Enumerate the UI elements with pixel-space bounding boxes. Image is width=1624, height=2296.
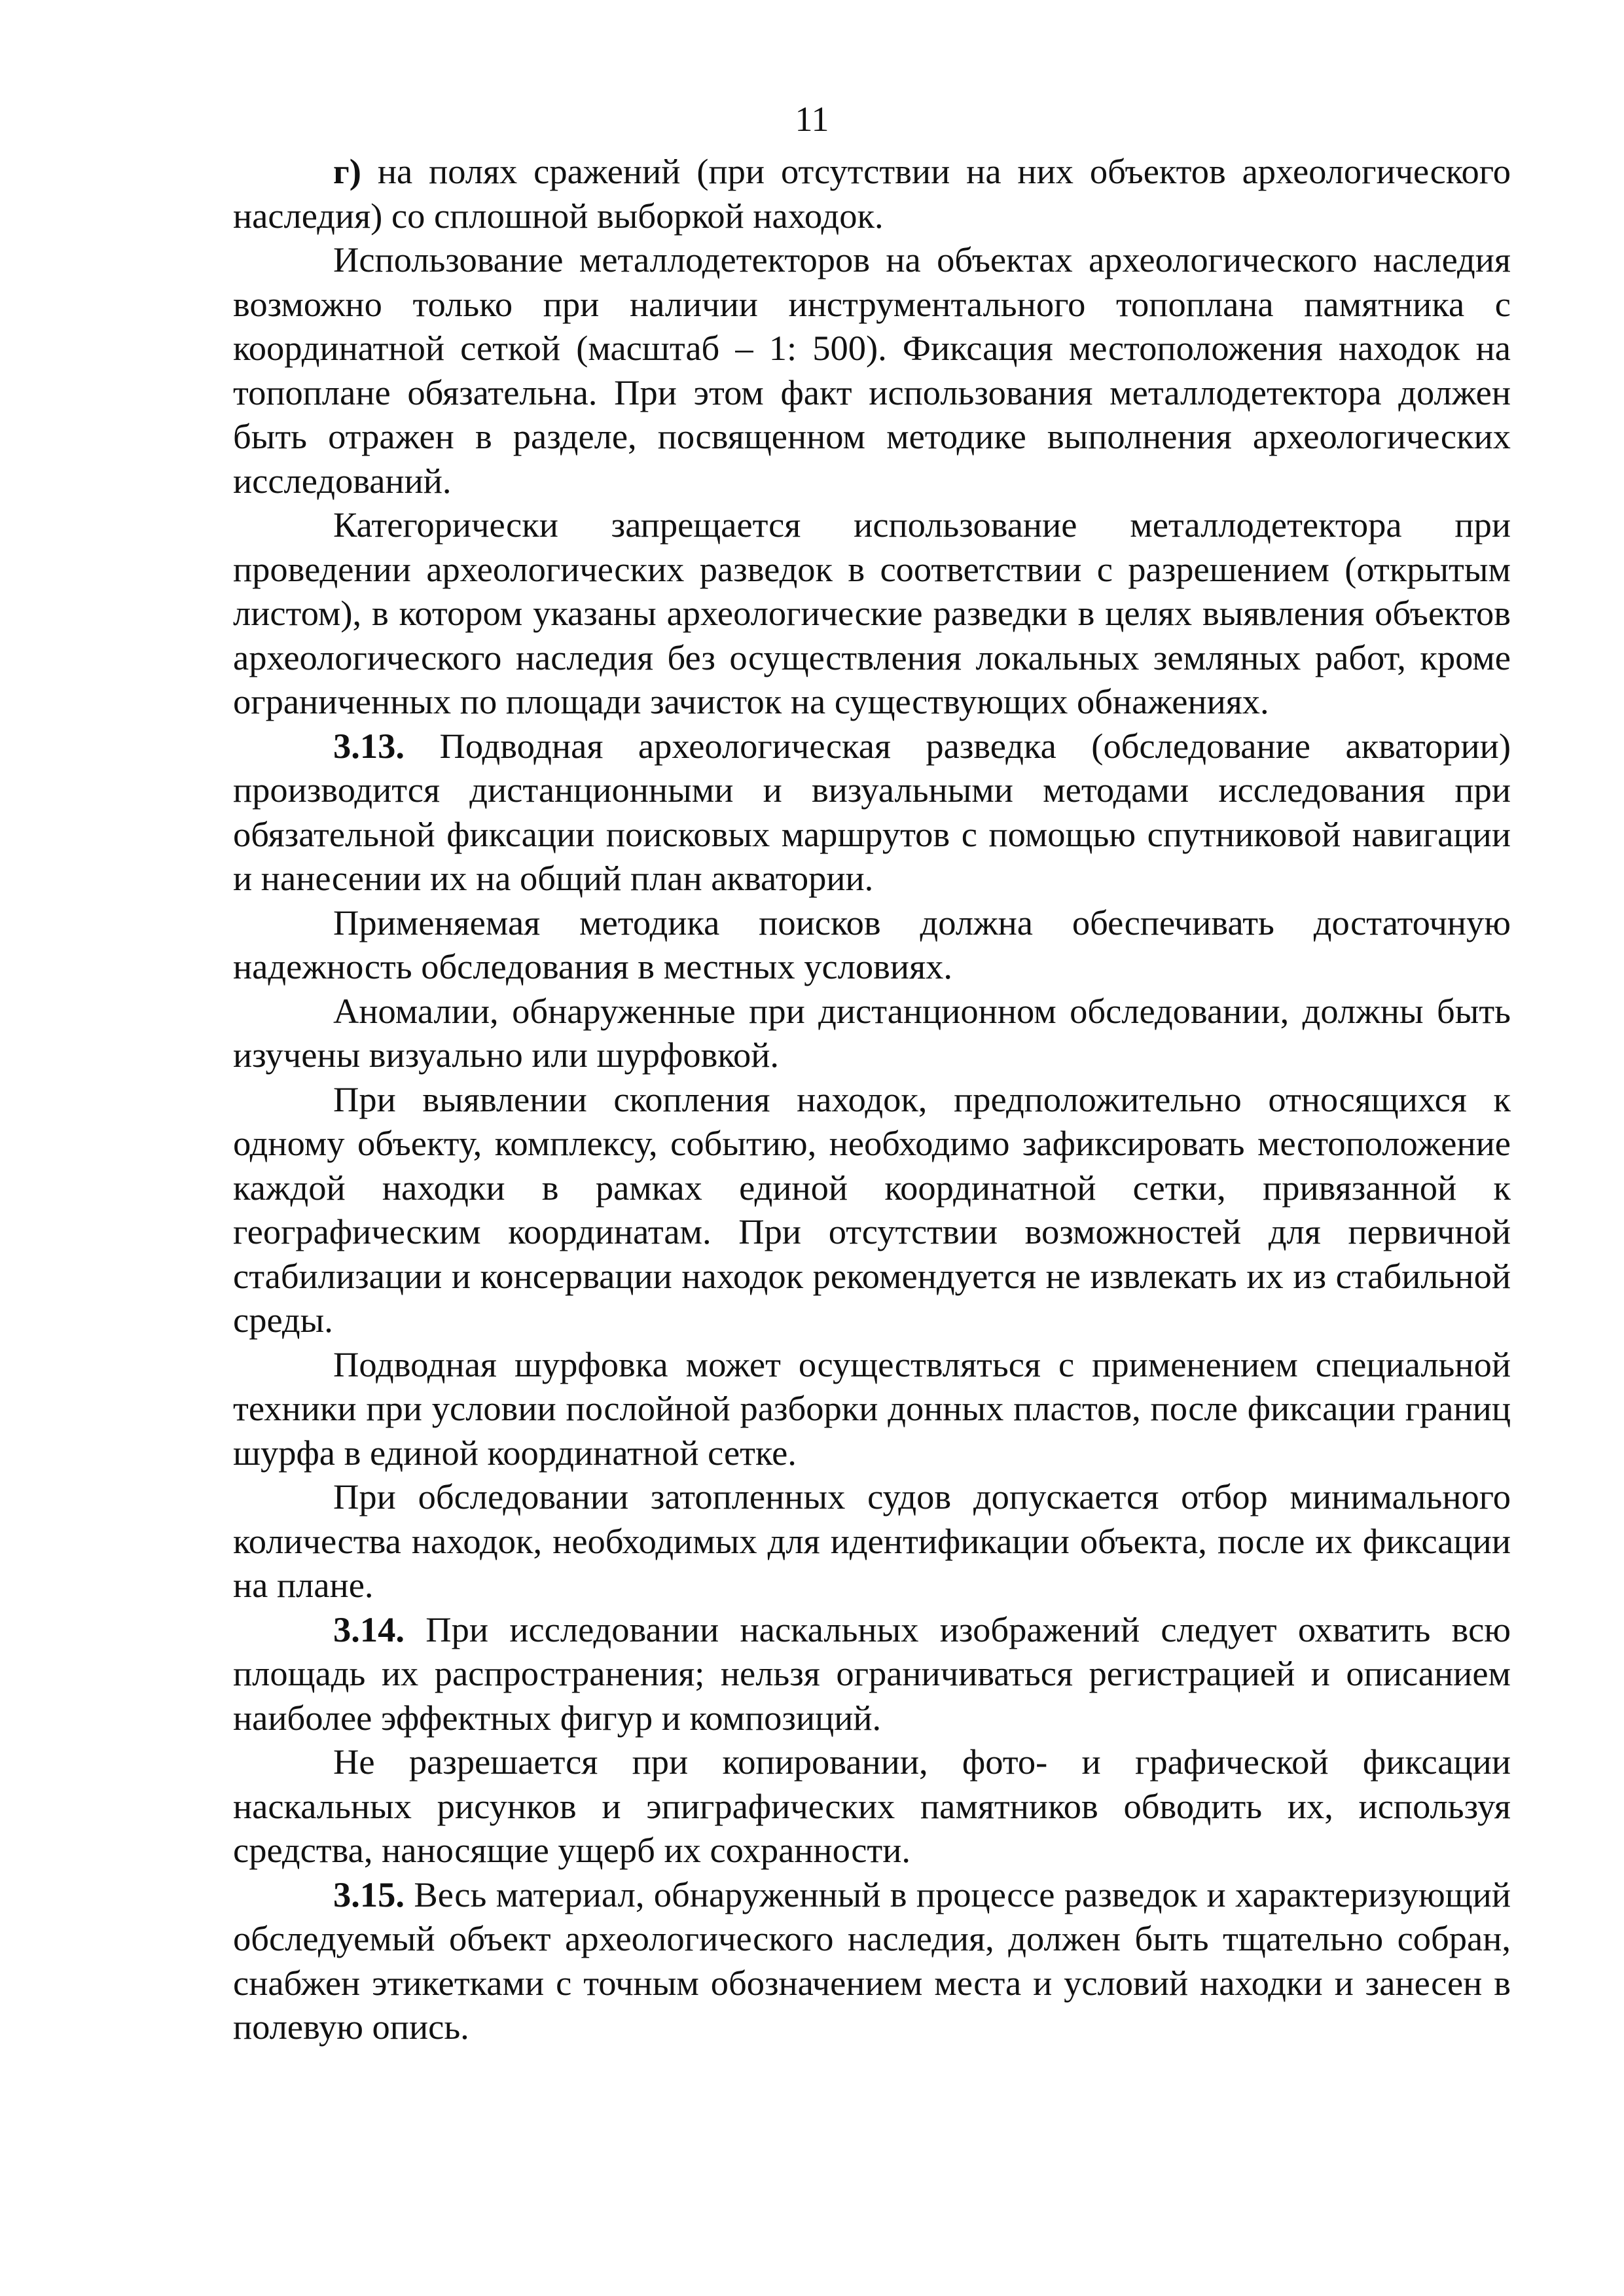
paragraph-text: Подводная археологическая разведка (обследование акватории) производится дистанционными и визуальными методами исследования при обязательной фиксации поисковых маршрутов с помощью спутниковой навигации и нанесении их на общий план акватории. [233, 725, 1511, 898]
page-number: 11 [795, 99, 829, 139]
document-body [233, 149, 1511, 2049]
paragraph-section-3-14 [233, 1607, 1511, 1740]
paragraph-text: При выявлении скопления находок, предположительно относящихся к одному объекту, комплексу, событию, необходимо зафиксировать местоположение каждой находки в рамках единой координатной сетки, привязанной к географическим координатам. При отсутствии возможностей для первичной стабилизации и консервации находок рекомендуется не извлекать их из стабильной среды. [233, 1079, 1511, 1340]
paragraph-anomalies [233, 989, 1511, 1077]
paragraph-item-g [233, 149, 1511, 238]
paragraph-text: При обследовании затопленных судов допускается отбор минимального количества находок, необходимых для идентификации объекта, после их фиксации на плане. [233, 1477, 1511, 1605]
paragraph-search-method [233, 901, 1511, 989]
paragraph-text: Подводная шурфовка может осуществляться с применением специальной техники при условии послойной разборки донных пластов, после фиксации границ шурфа в единой координатной сетке. [233, 1344, 1511, 1473]
paragraph-underwater-test-pit [233, 1342, 1511, 1475]
section-number: 3.13. [333, 725, 405, 766]
section-number: 3.15. [333, 1874, 405, 1914]
paragraph-rock-art-copying [233, 1740, 1511, 1873]
paragraph-sunken-ships [233, 1475, 1511, 1607]
paragraph-section-3-13 [233, 724, 1511, 901]
section-number: 3.14. [333, 1609, 405, 1649]
paragraph-text: на полях сражений (при отсутствии на них объектов археологического наследия) со сплошной выборкой находок. [233, 151, 1511, 236]
paragraph-prohibition [233, 503, 1511, 724]
paragraph-text: Категорически запрещается использование металлодетектора при проведении археологических разведок в соответствии с разрешением (открытым листом), в котором указаны археологические разведки в целях выявления объектов археологического наследия без осуществления локальных земляных работ, кроме ограниченных по площади зачисток на существующих обнажениях. [233, 505, 1511, 721]
paragraph-text: Не разрешается при копировании, фото- и графической фиксации наскальных рисунков и эпиграфических памятников обводить их, используя средства, наносящие ущерб их сохранности. [233, 1742, 1511, 1870]
paragraph-text: Использование металлодетекторов на объектах археологического наследия возможно только при наличии инструментального топоплана памятника с координатной сеткой (масштаб – 1: 500). Фиксация местоположения находок на топоплане обязательна. При этом факт использования металлодетектора должен быть отражен в разделе, посвященном методике выполнения археологических исследований. [233, 240, 1511, 501]
paragraph-metal-detectors [233, 238, 1511, 503]
paragraph-text: Применяемая методика поисков должна обеспечивать достаточную надежность обследования в местных условиях. [233, 902, 1511, 986]
paragraph-section-3-15 [233, 1873, 1511, 2049]
paragraph-text: При исследовании наскальных изображений следует охватить всю площадь их распространения; нельзя ограничиваться регистрацией и описанием наиболее эффектных фигур и композиций. [233, 1609, 1511, 1738]
item-marker: г) [333, 151, 361, 191]
paragraph-text: Аномалии, обнаруженные при дистанционном обследовании, должны быть изучены визуально или шурфовкой. [233, 990, 1511, 1075]
paragraph-text: Весь материал, обнаруженный в процессе разведок и характеризующий обследуемый объект археологического наследия, должен быть тщательно собран, снабжен этикетками с точным обозначением места и условий находки и занесен в полевую опись. [233, 1874, 1511, 2047]
paragraph-finds-cluster [233, 1077, 1511, 1342]
